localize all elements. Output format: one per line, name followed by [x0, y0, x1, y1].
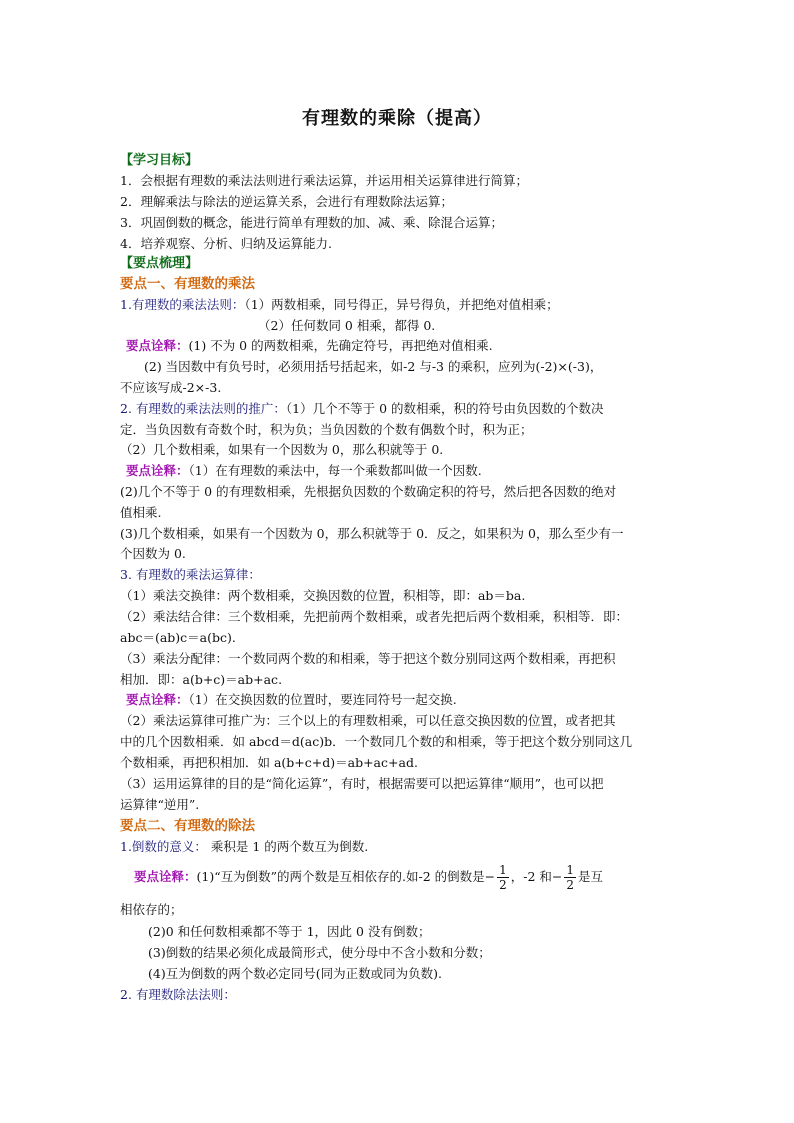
- numerator: 1: [499, 863, 507, 877]
- fraction: [564, 863, 576, 892]
- text-line: [120, 862, 694, 892]
- text-line: [120, 628, 680, 648]
- line-text: （1）几个不等于 0 的数相乘，积的符号由负因数的个数决: [285, 401, 604, 416]
- line-text: (2)0 和任何数相乘都不等于 1，因此 0 没有倒数；: [148, 924, 431, 939]
- line-text: (2)几个不等于 0 的有理数相乘，先根据负因数的个数确定积的符号，然后把各因数的绝对: [120, 484, 617, 499]
- text-line: [120, 732, 680, 752]
- line-text: (1) 不为 0 的两数相乘，先确定符号，再把绝对值相乘.: [188, 338, 493, 353]
- text-line: [120, 336, 686, 356]
- section-title: 要点二、有理数的除法: [120, 818, 255, 834]
- text-line: [120, 837, 680, 857]
- line-text: 运算律“逆用”.: [120, 797, 200, 812]
- line-text: 乘积是 1 的两个数互为倒数.: [206, 839, 369, 854]
- text-line: [120, 985, 680, 1005]
- rule-title: 2. 有理数除法法则：: [120, 987, 236, 1002]
- line-text: 1．会根据有理数的乘法法则进行乘法运算，并运用相关运算律进行简算；: [120, 173, 528, 188]
- text-line: [120, 565, 680, 585]
- line-text: 相加．即：a(b+c)＝ab+ac.: [120, 672, 283, 687]
- note-text: ，-2 和: [510, 869, 552, 884]
- text-line: [120, 399, 680, 419]
- subsection-heading: [120, 816, 680, 836]
- text-line: [120, 503, 680, 523]
- text-line: [120, 711, 680, 731]
- line-text: （1）在有理数的乘法中，每一个乘数都叫做一个因数.: [188, 463, 482, 478]
- line-text: (3)倒数的结果必须化成最简形式，使分母中不含小数和分数；: [148, 945, 491, 960]
- denominator: 2: [566, 878, 575, 892]
- note-text: 是互: [578, 869, 604, 884]
- text-line: [120, 357, 704, 377]
- text-line: [120, 943, 708, 963]
- text-line: [120, 316, 794, 336]
- subsection-heading: [120, 274, 680, 294]
- denominator: 2: [499, 878, 507, 892]
- line-text: （1）乘法交换律：两个数相乘，交换因数的位置，积相等，即：ab＝ba.: [120, 588, 526, 603]
- minus-sign: −: [484, 869, 496, 884]
- text-line: [120, 649, 680, 669]
- line-text: （2）乘法运算律可推广为：三个以上的有理数相乘，可以任意交换因数的位置，或者把其: [120, 713, 616, 728]
- text-line: [120, 461, 686, 481]
- line-text: (2) 当因数中有负号时，必须用括号括起来，如-2 与-3 的乘积，应列为(-2)×(-3)，: [144, 359, 603, 374]
- note-label: 要点诠释：: [126, 463, 189, 478]
- text-line: [120, 482, 680, 502]
- line-text: 个因数为 0.: [120, 546, 186, 561]
- text-line: [120, 586, 680, 606]
- section-heading: [120, 150, 680, 171]
- text-line: [120, 378, 680, 398]
- text-line: [120, 670, 680, 690]
- heading-text: 【要点梳理】: [120, 256, 199, 271]
- text-line: [120, 420, 680, 440]
- text-line: [120, 440, 680, 460]
- line-text: 相依存的；: [120, 902, 183, 917]
- text-line: [120, 171, 680, 191]
- line-text: 值相乘.: [120, 505, 162, 520]
- note-text: (1)“互为倒数”的两个数是互相依存的.如-2 的倒数是: [196, 869, 485, 884]
- numerator: 1: [566, 863, 575, 877]
- line-text: 中的几个因数相乘．如 abcd＝d(ac)b．一个数同几个数的和相乘，等于把这个数分别同这几: [120, 734, 633, 749]
- section-title: 要点一、有理数的乘法: [120, 276, 255, 292]
- rule-title: 3. 有理数的乘法运算律：: [120, 567, 261, 582]
- text-line: [120, 795, 680, 815]
- text-line: [120, 964, 708, 984]
- line-text: 2．理解乘法与除法的逆运算关系，会进行有理数除法运算；: [120, 194, 453, 209]
- line-text: （3）乘法分配律：一个数同两个数的和相乘，等于把这个数分别同这两个数相乘，再把积: [120, 651, 616, 666]
- note-label: 要点诠释：: [126, 338, 189, 353]
- line-text: (3)几个数相乘，如果有一个因数为 0，那么积就等于 0．反之，如果积为 0，那么至少有一: [120, 526, 624, 541]
- text-line: [120, 900, 680, 920]
- text-line: [120, 295, 680, 315]
- line-text: （3）运用运算律的目的是“简化运算”，有时，根据需要可以把运算律“顺用”，也可以把: [120, 776, 604, 791]
- rule-title: 1.有理数的乘法法则：: [120, 297, 245, 312]
- note-label: 要点诠释：: [134, 869, 197, 884]
- rule-title: 2. 有理数的乘法法则的推广：: [120, 401, 286, 416]
- text-line: [120, 234, 680, 254]
- line-text: abc＝(ab)c＝a(bc).: [120, 630, 236, 645]
- text-line: [120, 690, 686, 710]
- line-text: （2）几个数相乘，如果有一个因数为 0，那么积就等于 0.: [120, 442, 444, 457]
- note-label: 要点诠释：: [126, 692, 189, 707]
- minus-sign: −: [551, 869, 563, 884]
- line-text: 个数相乘，再把积相加．如 a(b+c+d)＝ab+ac+ad.: [120, 755, 418, 770]
- text-line: [120, 192, 680, 212]
- line-text: 定．当负因数有奇数个时，积为负；当负因数的个数有偶数个时，积为正；: [120, 422, 533, 437]
- heading-text: 【学习目标】: [120, 153, 199, 168]
- fraction: [497, 863, 509, 892]
- line-text: （1）在交换因数的位置时，要连同符号一起交换.: [188, 692, 457, 707]
- section-heading: [120, 253, 680, 274]
- text-line: [120, 213, 680, 233]
- line-text: （2）任何数同 0 相乘，都得 0.: [258, 318, 436, 333]
- text-line: [120, 607, 680, 627]
- page-title: 有理数的乘除（提高）: [302, 108, 492, 129]
- text-line: [120, 922, 708, 942]
- text-line: [120, 753, 680, 773]
- text-line: [120, 774, 680, 794]
- line-text: （1）两数相乘，同号得正，异号得负，并把绝对值相乘；: [244, 297, 559, 312]
- line-text: （2）乘法结合律：三个数相乘，先把前两个数相乘，或者先把后两个数相乘，积相等．即：: [120, 609, 628, 624]
- line-text: 3．巩固倒数的概念，能进行简单有理数的加、减、乘、除混合运算；: [120, 215, 503, 230]
- text-line: [120, 544, 680, 564]
- line-text: 不应该写成-2×-3.: [120, 380, 222, 395]
- rule-title: 1.倒数的意义：: [120, 839, 207, 854]
- text-line: [120, 524, 680, 544]
- line-text: 4．培养观察、分析、归纳及运算能力.: [120, 236, 332, 251]
- line-text: (4)互为倒数的两个数必定同号(同为正数或同为负数).: [148, 966, 442, 981]
